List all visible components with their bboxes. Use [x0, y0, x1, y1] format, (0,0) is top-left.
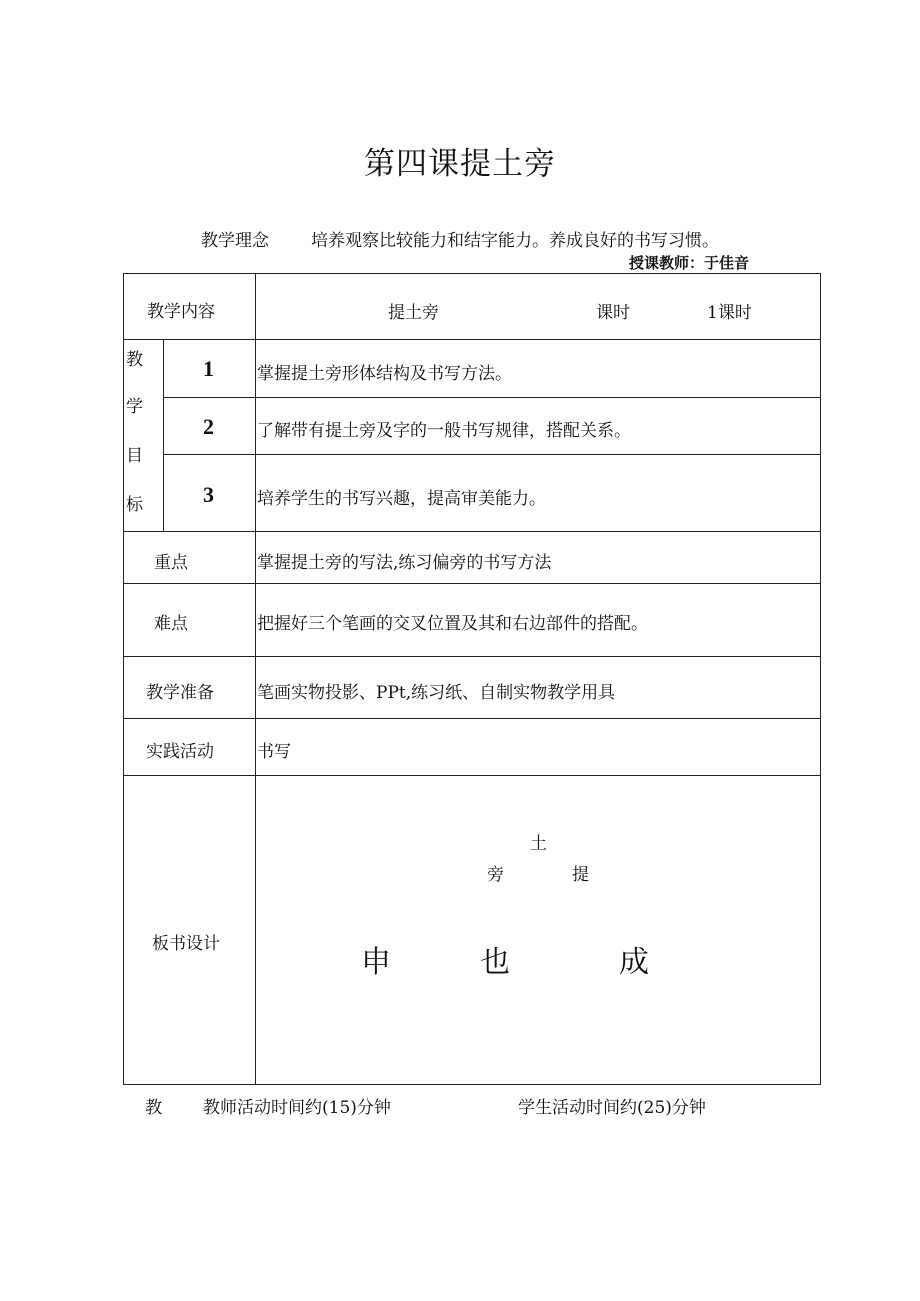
table-border-left — [123, 273, 124, 1085]
board-left-char: 旁 — [487, 865, 504, 885]
hours-label: 课时 — [596, 303, 630, 323]
objective-text: 掌握提土旁形体结构及书写方法。 — [257, 364, 512, 384]
difficulty-label: 难点 — [154, 614, 188, 634]
row-line — [123, 656, 821, 657]
board-example-char: 成 — [619, 945, 649, 980]
row-line — [163, 454, 821, 455]
table-border-top — [123, 273, 821, 274]
key-point-text: 掌握提土旁的写法,练习偏旁的书写方法 — [257, 553, 552, 573]
objective-number: 2 — [203, 414, 214, 439]
table-label-divider — [255, 273, 256, 1085]
philosophy-text: 培养观察比较能力和结字能力。养成良好的书写习惯。 — [311, 231, 719, 251]
objectives-label-char: 目 — [126, 446, 143, 466]
objective-number: 3 — [203, 482, 214, 507]
objectives-label-char: 教 — [126, 350, 143, 370]
row-line — [123, 583, 821, 584]
board-top-char: 土 — [530, 834, 547, 854]
board-example-char: 也 — [480, 945, 510, 980]
teacher-activity-time: 教师活动时间约(15)分钟 — [203, 1098, 391, 1118]
row-line — [123, 775, 821, 776]
board-right-char: 提 — [572, 865, 589, 885]
preparation-text: 笔画实物投影、PPt,练习纸、自制实物教学用具 — [257, 683, 616, 703]
key-point-label: 重点 — [154, 553, 188, 573]
row-line — [123, 718, 821, 719]
row-line — [123, 339, 821, 340]
activity-text: 书写 — [257, 742, 291, 762]
row-line — [163, 397, 821, 398]
content-label: 教学内容 — [147, 302, 215, 322]
content-value: 提土旁 — [388, 303, 439, 323]
board-label: 板书设计 — [152, 934, 220, 954]
objective-number: 1 — [203, 356, 214, 381]
table-border-right — [820, 273, 821, 1085]
student-activity-time: 学生活动时间约(25)分钟 — [518, 1098, 706, 1118]
objective-text: 了解带有提土旁及字的一般书写规律，搭配关系。 — [257, 421, 631, 441]
board-example-char: 申 — [361, 945, 391, 980]
row-line — [123, 531, 821, 532]
difficulty-text: 把握好三个笔画的交叉位置及其和右边部件的搭配。 — [257, 614, 648, 634]
hours-value: 1课时 — [707, 303, 752, 323]
table-border-bottom — [123, 1084, 821, 1085]
footer-prefix: 教 — [145, 1098, 162, 1118]
philosophy-label: 教学理念 — [201, 231, 269, 251]
objectives-num-divider — [163, 339, 164, 531]
objectives-label-char: 标 — [126, 495, 143, 515]
teacher-name: 授课教师：于佳音 — [629, 254, 750, 272]
page-title: 第四课提土旁 — [364, 146, 556, 182]
preparation-label: 教学准备 — [146, 683, 214, 703]
activity-label: 实践活动 — [146, 742, 214, 762]
objectives-label-char: 学 — [126, 397, 143, 417]
objective-text: 培养学生的书写兴趣，提高审美能力。 — [257, 489, 546, 509]
